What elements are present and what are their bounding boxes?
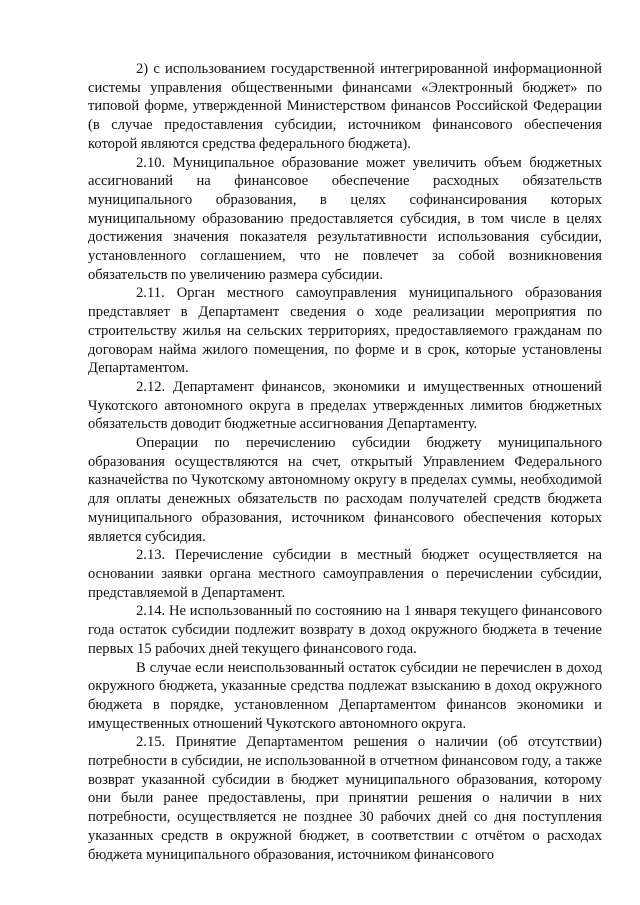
paragraph-2-13: 2.13. Перечисление субсидии в местный бюджет осуществляется на основании заявки органа местного самоуправления о перечислении субсидии, представляемой в Департамент. [88,547,602,601]
paragraph-2-12: 2.12. Департамент финансов, экономики и имущественных отношений Чукотского автономного округа в пределах утвержденных лимитов бюджетных обязательств доводит бюджетные ассигнования Департаменту. [88,378,602,433]
paragraph-2-14: 2.14. Не использованный по состоянию на 1 января текущего финансового года остаток субсидии подлежит возврату в доход окружного бюджета в течение первых 15 рабочих дней текущего финансового года. [88,603,602,657]
paragraph-2-15: 2.15. Принятие Департаментом решения о наличии (об отсутствии) потребности в субсидии, не использованной в отчетном финансовом году, а также возврат указанной субсидии в бюджет муниципального образования, которому они были ранее предоставлены, при принятии решения о наличии в них потребности, осуществляется не позднее 30 рабочих дней со дня поступления указанных средств в окружной бюджет, в соответствии с отчётом о расходах бюджета муниципального образования, источником финансового [88,734,602,863]
paragraph-2-14-recovery: В случае если неиспользованный остаток субсидии не перечислен в доход окружного бюджета, указанные средства подлежат взысканию в доход окружного бюджета в порядке, установленном Департаментом финансов экономики и имущественных отношений Чукотского автономного округа. [88,659,602,732]
paragraph-2-12-operations: Операции по перечислению субсидии бюджету муниципального образования осуществляются на счет, открытый Управлением Федерального казначейства по Чукотскому автономному округу в пределах суммы, необходимой для оплаты денежных обязательств по расходам получателей средств бюджета муниципального образования, источником финансового обеспечения которых является субсидия. [88,435,602,545]
document-page [88,60,602,864]
paragraph-2-11: 2.11. Орган местного самоуправления муниципального образования представляет в Департамент сведения о ходе реализации мероприятия по строительству жилья на сельских территориях, предоставляемого гражданам по договорам найма жилого помещения, по форме и в срок, которые установлены Департаментом. [88,285,602,377]
paragraph-item-2: 2) с использованием государственной интегрированной информационной системы управления общественными финансами «Электронный бюджет» по типовой форме, утвержденной Министерством финансов Российской Федерации (в случае предоставления субсидии, источником финансового обеспечения которой являются средства федерального бюджета). [88,61,602,152]
paragraph-2-10: 2.10. Муниципальное образование может увеличить объем бюджетных ассигнований на финансовое обеспечение расходных обязательств муниципального образования, в целях софинансирования которых муниципальному образованию предоставляется субсидия, в том числе в целях достижения значения показателя результативности использования субсидии, установленного соглашением, что не повлечет за собой возникновения обязательств по увеличению размера субсидии. [88,154,602,283]
